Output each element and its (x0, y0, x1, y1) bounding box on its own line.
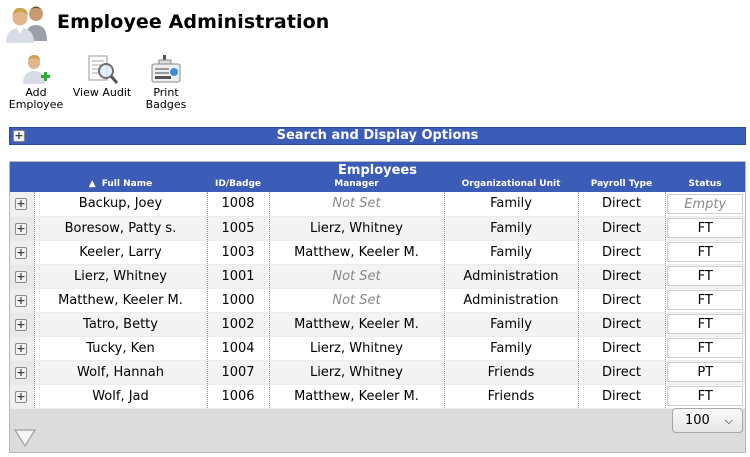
plus-icon[interactable]: + (16, 317, 26, 331)
full-name-cell: Lierz, Whitney (34, 264, 207, 288)
page-title: Employee Administration (57, 11, 330, 33)
plus-icon[interactable]: + (16, 269, 26, 283)
search-options-label: Search and Display Options (276, 128, 479, 143)
org-unit-cell: Family (444, 216, 578, 240)
full-name-cell: Backup, Joey (34, 192, 207, 216)
status-badge[interactable]: FT (667, 242, 743, 262)
manager-cell: Lierz, Whitney (269, 336, 444, 360)
plus-icon[interactable]: + (16, 197, 26, 210)
table-row[interactable] (10, 264, 745, 288)
manager-cell: Not Set (269, 192, 444, 216)
payroll-type-cell: Direct (578, 288, 665, 312)
plus-icon[interactable]: + (16, 341, 26, 355)
view-audit-button[interactable] (72, 54, 132, 99)
row-expand-cell (10, 288, 34, 312)
status-badge[interactable]: FT (667, 290, 743, 310)
plus-icon[interactable]: + (16, 293, 26, 307)
status-cell (665, 216, 745, 240)
status-cell (665, 288, 745, 312)
org-unit-cell: Family (444, 240, 578, 264)
full-name-cell: Tucky, Ken (34, 336, 207, 360)
status-badge[interactable]: FT (667, 338, 743, 358)
id-badge-cell: 1005 (207, 216, 269, 240)
row-expand-cell (10, 336, 34, 360)
status-badge[interactable]: PT (667, 362, 743, 382)
employees-header (10, 162, 745, 192)
table-row[interactable] (10, 384, 745, 408)
plus-icon[interactable]: + (14, 129, 24, 142)
badge-printer-icon (150, 54, 182, 86)
table-row[interactable] (10, 216, 745, 240)
id-badge-cell: 1001 (207, 264, 269, 288)
manager-cell: Not Set (269, 264, 444, 288)
full-name-cell: Wolf, Jad (34, 384, 207, 408)
manager-cell: Matthew, Keeler M. (269, 240, 444, 264)
column-id-badge[interactable]: ID/Badge (214, 179, 262, 189)
status-badge[interactable]: FT (667, 266, 743, 286)
payroll-type-cell: Direct (578, 192, 665, 216)
table-row[interactable] (10, 312, 745, 336)
add-user-icon (21, 54, 51, 86)
search-options-bar[interactable] (9, 127, 746, 145)
table-row[interactable] (10, 192, 745, 216)
employees-table (10, 192, 745, 409)
table-row[interactable] (10, 240, 745, 264)
plus-icon[interactable]: + (16, 365, 26, 379)
page-size-select[interactable] (672, 408, 743, 433)
status-cell (665, 312, 745, 336)
column-status[interactable]: Status (688, 179, 722, 189)
full-name-cell: Keeler, Larry (34, 240, 207, 264)
manager-cell: Lierz, Whitney (269, 216, 444, 240)
id-badge-cell: 1003 (207, 240, 269, 264)
print-badges-button[interactable] (140, 54, 192, 111)
status-cell (665, 336, 745, 360)
chevron-down-icon: ⌵ (724, 414, 733, 427)
plus-icon[interactable]: + (16, 221, 26, 235)
status-cell (665, 240, 745, 264)
add-employee-label-2: Employee (8, 98, 64, 111)
status-cell (665, 264, 745, 288)
full-name-cell: Boresow, Patty s. (34, 216, 207, 240)
payroll-type-cell: Direct (578, 312, 665, 336)
page-header (0, 0, 750, 48)
payroll-type-cell: Direct (578, 240, 665, 264)
audit-magnifier-icon (85, 54, 119, 86)
row-expand-cell (10, 360, 34, 384)
users-icon (3, 3, 51, 43)
id-badge-cell: 1000 (207, 288, 269, 312)
payroll-type-cell: Direct (578, 216, 665, 240)
id-badge-cell: 1006 (207, 384, 269, 408)
table-row[interactable] (10, 360, 745, 384)
manager-cell: Lierz, Whitney (269, 360, 444, 384)
employees-title: Employees (338, 163, 417, 178)
plus-icon[interactable]: + (16, 245, 26, 259)
row-expand-cell (10, 216, 34, 240)
org-unit-cell: Family (444, 312, 578, 336)
status-cell (665, 360, 745, 384)
row-expand-cell (10, 240, 34, 264)
plus-icon[interactable]: + (16, 389, 26, 403)
org-unit-cell: Friends (444, 384, 578, 408)
status-badge[interactable]: Empty (667, 194, 743, 214)
row-expand-cell (10, 264, 34, 288)
add-employee-label-1: Add (25, 86, 47, 99)
column-org-unit[interactable]: Organizational Unit (461, 179, 561, 189)
org-unit-cell: Family (444, 192, 578, 216)
manager-cell: Matthew, Keeler M. (269, 384, 444, 408)
add-employee-button[interactable] (8, 54, 64, 111)
page-size-value: 100 (685, 413, 710, 428)
manager-cell: Matthew, Keeler M. (269, 312, 444, 336)
table-row[interactable] (10, 288, 745, 312)
status-badge[interactable]: FT (667, 386, 743, 406)
sort-ascending-icon: ▲ (88, 179, 96, 189)
id-badge-cell: 1004 (207, 336, 269, 360)
org-unit-cell: Family (444, 336, 578, 360)
table-row[interactable] (10, 336, 745, 360)
employees-panel (9, 161, 746, 453)
status-badge[interactable]: FT (667, 218, 743, 238)
column-manager[interactable]: Manager (334, 179, 379, 189)
full-name-cell: Wolf, Hannah (34, 360, 207, 384)
payroll-type-cell: Direct (578, 264, 665, 288)
view-audit-label: View Audit (72, 86, 132, 99)
print-badges-label-2: Badges (145, 98, 187, 111)
org-unit-cell: Administration (444, 288, 578, 312)
id-badge-cell: 1008 (207, 192, 269, 216)
id-badge-cell: 1007 (207, 360, 269, 384)
payroll-type-cell: Direct (578, 360, 665, 384)
payroll-type-cell: Direct (578, 384, 665, 408)
manager-cell: Not Set (269, 288, 444, 312)
column-payroll-type[interactable]: Payroll Type (590, 179, 653, 189)
status-badge[interactable]: FT (667, 314, 743, 334)
row-expand-cell (10, 384, 34, 408)
org-unit-cell: Administration (444, 264, 578, 288)
print-badges-label-1: Print (153, 86, 179, 99)
collapse-triangle-icon[interactable] (14, 428, 36, 448)
status-cell (665, 192, 745, 216)
full-name-cell: Tatro, Betty (34, 312, 207, 336)
id-badge-cell: 1002 (207, 312, 269, 336)
org-unit-cell: Friends (444, 360, 578, 384)
column-full-name[interactable]: ▲ Full Name (88, 179, 153, 189)
status-cell (665, 384, 745, 408)
payroll-type-cell: Direct (578, 336, 665, 360)
row-expand-cell (10, 312, 34, 336)
row-expand-cell (10, 192, 34, 216)
full-name-cell: Matthew, Keeler M. (34, 288, 207, 312)
